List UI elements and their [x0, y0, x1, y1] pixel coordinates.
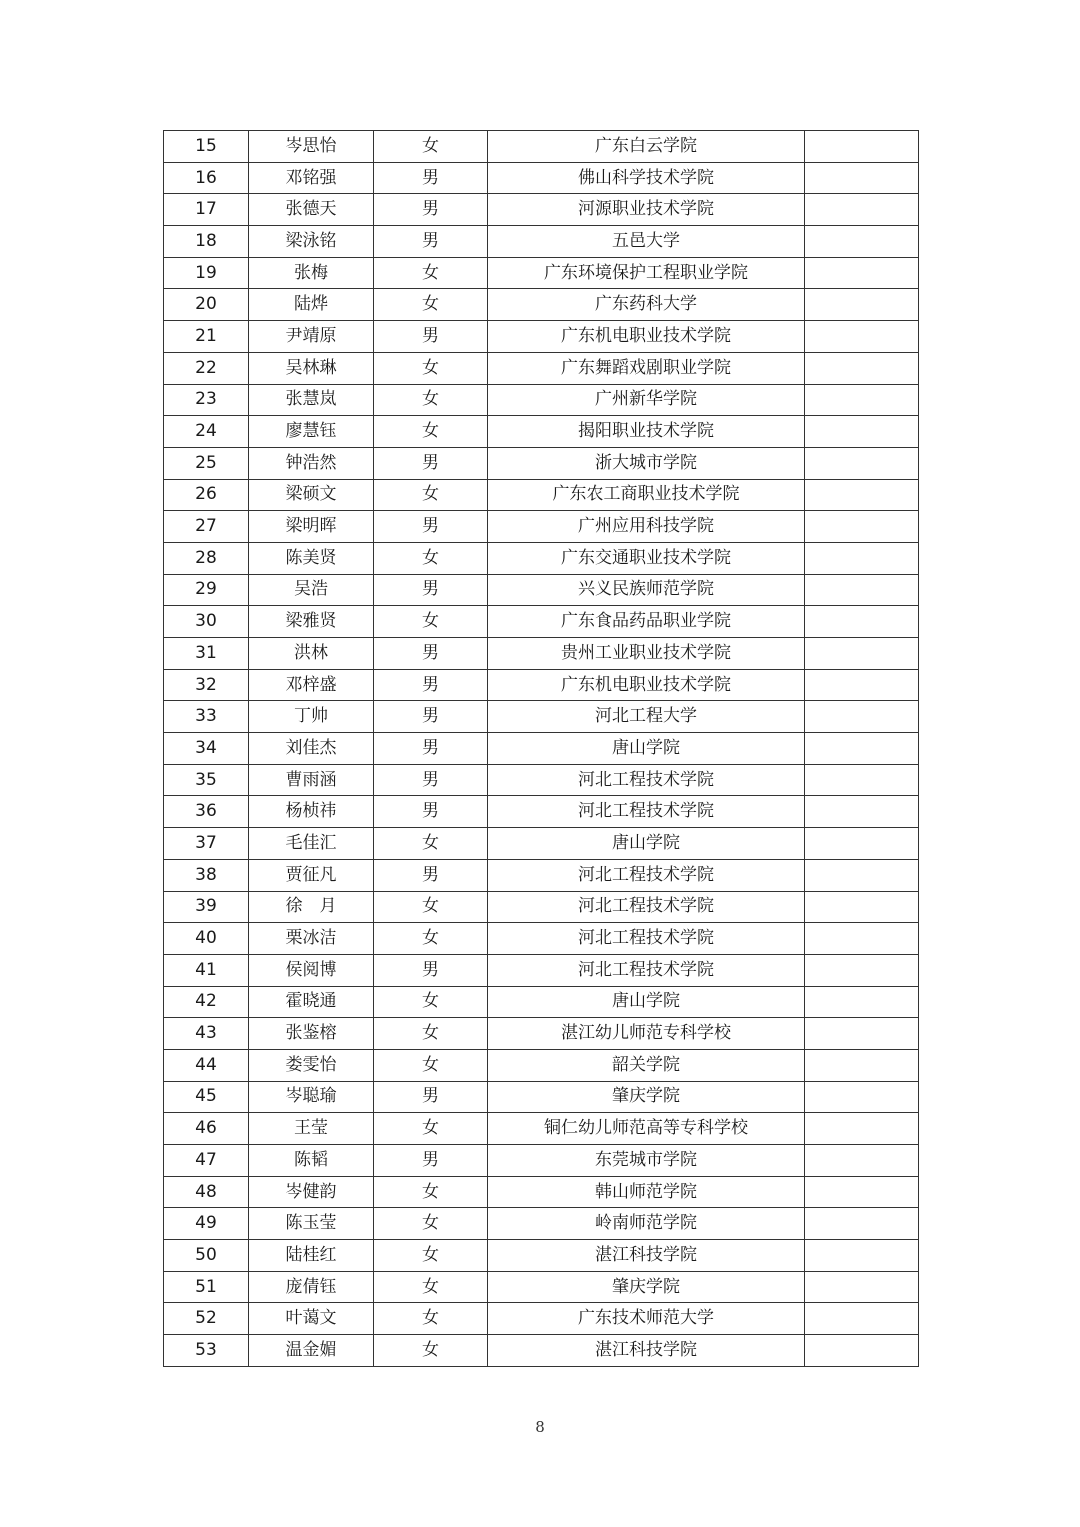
name-cell: 陈韬 — [249, 1145, 374, 1177]
row-number-cell: 49 — [164, 1208, 249, 1240]
row-number-cell: 42 — [164, 986, 249, 1018]
gender-cell: 女 — [374, 891, 488, 923]
gender-cell: 女 — [374, 1049, 488, 1081]
name-cell: 陈美贤 — [249, 542, 374, 574]
school-cell: 广东白云学院 — [488, 131, 805, 163]
school-cell: 河北工程技术学院 — [488, 764, 805, 796]
gender-cell: 男 — [374, 859, 488, 891]
gender-cell: 女 — [374, 1176, 488, 1208]
gender-cell: 男 — [374, 321, 488, 353]
page-number: 8 — [535, 1418, 545, 1436]
row-number-cell: 34 — [164, 733, 249, 765]
school-cell: 贵州工业职业技术学院 — [488, 638, 805, 670]
gender-cell: 男 — [374, 162, 488, 194]
note-cell — [805, 1303, 919, 1335]
note-cell — [805, 194, 919, 226]
note-cell — [805, 828, 919, 860]
note-cell — [805, 669, 919, 701]
school-cell: 河北工程技术学院 — [488, 923, 805, 955]
gender-cell: 男 — [374, 764, 488, 796]
school-cell: 河北工程技术学院 — [488, 891, 805, 923]
gender-cell: 女 — [374, 1208, 488, 1240]
note-cell — [805, 796, 919, 828]
name-cell: 陆桂红 — [249, 1240, 374, 1272]
table-row — [164, 796, 919, 828]
table-row — [164, 447, 919, 479]
name-cell: 丁帅 — [249, 701, 374, 733]
row-number-cell: 29 — [164, 574, 249, 606]
note-cell — [805, 1240, 919, 1272]
gender-cell: 女 — [374, 1335, 488, 1367]
gender-cell: 男 — [374, 447, 488, 479]
table-row — [164, 194, 919, 226]
name-cell: 张鉴榕 — [249, 1018, 374, 1050]
note-cell — [805, 1113, 919, 1145]
table-row — [164, 384, 919, 416]
table-row — [164, 352, 919, 384]
note-cell — [805, 954, 919, 986]
name-cell: 邓梓盛 — [249, 669, 374, 701]
table-row — [164, 701, 919, 733]
table-row — [164, 479, 919, 511]
name-cell: 廖慧钰 — [249, 416, 374, 448]
row-number-cell: 37 — [164, 828, 249, 860]
table-row — [164, 828, 919, 860]
name-cell: 刘佳杰 — [249, 733, 374, 765]
name-cell: 吴浩 — [249, 574, 374, 606]
row-number-cell: 20 — [164, 289, 249, 321]
note-cell — [805, 1208, 919, 1240]
school-cell: 河北工程技术学院 — [488, 796, 805, 828]
row-number-cell: 21 — [164, 321, 249, 353]
table-row — [164, 226, 919, 258]
name-cell: 梁硕文 — [249, 479, 374, 511]
school-cell: 浙大城市学院 — [488, 447, 805, 479]
school-cell: 广东交通职业技术学院 — [488, 542, 805, 574]
name-cell: 陆烨 — [249, 289, 374, 321]
note-cell — [805, 289, 919, 321]
table-row — [164, 891, 919, 923]
note-cell — [805, 1176, 919, 1208]
name-cell: 岑聪瑜 — [249, 1081, 374, 1113]
table-row — [164, 1049, 919, 1081]
row-number-cell: 51 — [164, 1271, 249, 1303]
roster-table — [163, 130, 919, 1367]
name-cell: 张德天 — [249, 194, 374, 226]
table-row — [164, 764, 919, 796]
note-cell — [805, 638, 919, 670]
note-cell — [805, 574, 919, 606]
table-row — [164, 1176, 919, 1208]
table-row — [164, 638, 919, 670]
school-cell: 兴义民族师范学院 — [488, 574, 805, 606]
name-cell: 梁明晖 — [249, 511, 374, 543]
table-row — [164, 1018, 919, 1050]
school-cell: 肇庆学院 — [488, 1271, 805, 1303]
note-cell — [805, 352, 919, 384]
gender-cell: 男 — [374, 1081, 488, 1113]
note-cell — [805, 416, 919, 448]
gender-cell: 男 — [374, 954, 488, 986]
name-cell: 叶蔼文 — [249, 1303, 374, 1335]
name-cell: 梁泳铭 — [249, 226, 374, 258]
school-cell: 五邑大学 — [488, 226, 805, 258]
name-cell: 岑思怡 — [249, 131, 374, 163]
school-cell: 肇庆学院 — [488, 1081, 805, 1113]
gender-cell: 女 — [374, 289, 488, 321]
gender-cell: 女 — [374, 416, 488, 448]
gender-cell: 男 — [374, 226, 488, 258]
name-cell: 贾征凡 — [249, 859, 374, 891]
row-number-cell: 41 — [164, 954, 249, 986]
name-cell: 徐 月 — [249, 891, 374, 923]
name-cell: 侯阅博 — [249, 954, 374, 986]
school-cell: 广东机电职业技术学院 — [488, 669, 805, 701]
school-cell: 河源职业技术学院 — [488, 194, 805, 226]
gender-cell: 男 — [374, 733, 488, 765]
school-cell: 铜仁幼儿师范高等专科学校 — [488, 1113, 805, 1145]
row-number-cell: 40 — [164, 923, 249, 955]
note-cell — [805, 923, 919, 955]
row-number-cell: 23 — [164, 384, 249, 416]
note-cell — [805, 986, 919, 1018]
name-cell: 杨桢祎 — [249, 796, 374, 828]
gender-cell: 女 — [374, 384, 488, 416]
school-cell: 东莞城市学院 — [488, 1145, 805, 1177]
gender-cell: 女 — [374, 1113, 488, 1145]
name-cell: 陈玉莹 — [249, 1208, 374, 1240]
table-row — [164, 733, 919, 765]
table-row — [164, 923, 919, 955]
table-row — [164, 1113, 919, 1145]
table-row — [164, 511, 919, 543]
note-cell — [805, 733, 919, 765]
row-number-cell: 47 — [164, 1145, 249, 1177]
gender-cell: 女 — [374, 131, 488, 163]
row-number-cell: 17 — [164, 194, 249, 226]
name-cell: 洪林 — [249, 638, 374, 670]
row-number-cell: 52 — [164, 1303, 249, 1335]
note-cell — [805, 1049, 919, 1081]
name-cell: 栗冰洁 — [249, 923, 374, 955]
table-row — [164, 1271, 919, 1303]
gender-cell: 男 — [374, 194, 488, 226]
note-cell — [805, 384, 919, 416]
gender-cell: 女 — [374, 542, 488, 574]
table-row — [164, 859, 919, 891]
note-cell — [805, 162, 919, 194]
table-row — [164, 1208, 919, 1240]
school-cell: 岭南师范学院 — [488, 1208, 805, 1240]
school-cell: 广州新华学院 — [488, 384, 805, 416]
name-cell: 吴林琳 — [249, 352, 374, 384]
note-cell — [805, 1081, 919, 1113]
row-number-cell: 48 — [164, 1176, 249, 1208]
row-number-cell: 22 — [164, 352, 249, 384]
school-cell: 广东农工商职业技术学院 — [488, 479, 805, 511]
table-row — [164, 162, 919, 194]
row-number-cell: 31 — [164, 638, 249, 670]
table-row — [164, 1335, 919, 1367]
table-row — [164, 1303, 919, 1335]
school-cell: 湛江科技学院 — [488, 1335, 805, 1367]
gender-cell: 女 — [374, 986, 488, 1018]
row-number-cell: 26 — [164, 479, 249, 511]
table-row — [164, 669, 919, 701]
school-cell: 广东舞蹈戏剧职业学院 — [488, 352, 805, 384]
school-cell: 唐山学院 — [488, 733, 805, 765]
school-cell: 揭阳职业技术学院 — [488, 416, 805, 448]
gender-cell: 女 — [374, 479, 488, 511]
gender-cell: 女 — [374, 923, 488, 955]
name-cell: 娄雯怡 — [249, 1049, 374, 1081]
name-cell: 毛佳汇 — [249, 828, 374, 860]
name-cell: 曹雨涵 — [249, 764, 374, 796]
table-row — [164, 289, 919, 321]
school-cell: 广东食品药品职业学院 — [488, 606, 805, 638]
table-row — [164, 1081, 919, 1113]
row-number-cell: 53 — [164, 1335, 249, 1367]
name-cell: 霍晓通 — [249, 986, 374, 1018]
row-number-cell: 33 — [164, 701, 249, 733]
row-number-cell: 50 — [164, 1240, 249, 1272]
school-cell: 湛江幼儿师范专科学校 — [488, 1018, 805, 1050]
note-cell — [805, 1271, 919, 1303]
name-cell: 尹靖原 — [249, 321, 374, 353]
school-cell: 广东环境保护工程职业学院 — [488, 257, 805, 289]
table-row — [164, 416, 919, 448]
note-cell — [805, 1018, 919, 1050]
note-cell — [805, 606, 919, 638]
note-cell — [805, 859, 919, 891]
roster-table-body — [164, 131, 919, 1367]
gender-cell: 男 — [374, 796, 488, 828]
note-cell — [805, 542, 919, 574]
note-cell — [805, 226, 919, 258]
name-cell: 温金媚 — [249, 1335, 374, 1367]
table-row — [164, 1145, 919, 1177]
note-cell — [805, 257, 919, 289]
note-cell — [805, 764, 919, 796]
row-number-cell: 35 — [164, 764, 249, 796]
school-cell: 韩山师范学院 — [488, 1176, 805, 1208]
row-number-cell: 45 — [164, 1081, 249, 1113]
note-cell — [805, 479, 919, 511]
school-cell: 河北工程大学 — [488, 701, 805, 733]
name-cell: 邓铭强 — [249, 162, 374, 194]
gender-cell: 男 — [374, 669, 488, 701]
row-number-cell: 30 — [164, 606, 249, 638]
gender-cell: 男 — [374, 638, 488, 670]
gender-cell: 女 — [374, 257, 488, 289]
note-cell — [805, 321, 919, 353]
table-row — [164, 574, 919, 606]
table-row — [164, 1240, 919, 1272]
gender-cell: 女 — [374, 352, 488, 384]
school-cell: 唐山学院 — [488, 828, 805, 860]
gender-cell: 女 — [374, 606, 488, 638]
gender-cell: 男 — [374, 574, 488, 606]
school-cell: 河北工程技术学院 — [488, 954, 805, 986]
row-number-cell: 28 — [164, 542, 249, 574]
table-row — [164, 131, 919, 163]
note-cell — [805, 891, 919, 923]
row-number-cell: 46 — [164, 1113, 249, 1145]
row-number-cell: 43 — [164, 1018, 249, 1050]
note-cell — [805, 131, 919, 163]
name-cell: 岑健韵 — [249, 1176, 374, 1208]
table-row — [164, 606, 919, 638]
school-cell: 广东机电职业技术学院 — [488, 321, 805, 353]
school-cell: 韶关学院 — [488, 1049, 805, 1081]
school-cell: 湛江科技学院 — [488, 1240, 805, 1272]
gender-cell: 女 — [374, 828, 488, 860]
gender-cell: 女 — [374, 1018, 488, 1050]
gender-cell: 女 — [374, 1271, 488, 1303]
row-number-cell: 38 — [164, 859, 249, 891]
row-number-cell: 32 — [164, 669, 249, 701]
row-number-cell: 15 — [164, 131, 249, 163]
gender-cell: 男 — [374, 511, 488, 543]
row-number-cell: 39 — [164, 891, 249, 923]
row-number-cell: 44 — [164, 1049, 249, 1081]
school-cell: 广东技术师范大学 — [488, 1303, 805, 1335]
row-number-cell: 16 — [164, 162, 249, 194]
table-row — [164, 542, 919, 574]
school-cell: 唐山学院 — [488, 986, 805, 1018]
table-row — [164, 986, 919, 1018]
row-number-cell: 36 — [164, 796, 249, 828]
name-cell: 庞倩钰 — [249, 1271, 374, 1303]
gender-cell: 男 — [374, 1145, 488, 1177]
school-cell: 河北工程技术学院 — [488, 859, 805, 891]
row-number-cell: 24 — [164, 416, 249, 448]
school-cell: 广州应用科技学院 — [488, 511, 805, 543]
name-cell: 王莹 — [249, 1113, 374, 1145]
row-number-cell: 18 — [164, 226, 249, 258]
note-cell — [805, 1145, 919, 1177]
school-cell: 广东药科大学 — [488, 289, 805, 321]
school-cell: 佛山科学技术学院 — [488, 162, 805, 194]
name-cell: 张梅 — [249, 257, 374, 289]
table-row — [164, 954, 919, 986]
row-number-cell: 25 — [164, 447, 249, 479]
note-cell — [805, 1335, 919, 1367]
name-cell: 钟浩然 — [249, 447, 374, 479]
gender-cell: 女 — [374, 1240, 488, 1272]
name-cell: 梁雅贤 — [249, 606, 374, 638]
table-row — [164, 321, 919, 353]
gender-cell: 男 — [374, 701, 488, 733]
row-number-cell: 19 — [164, 257, 249, 289]
note-cell — [805, 511, 919, 543]
note-cell — [805, 701, 919, 733]
name-cell: 张慧岚 — [249, 384, 374, 416]
row-number-cell: 27 — [164, 511, 249, 543]
gender-cell: 女 — [374, 1303, 488, 1335]
note-cell — [805, 447, 919, 479]
table-row — [164, 257, 919, 289]
